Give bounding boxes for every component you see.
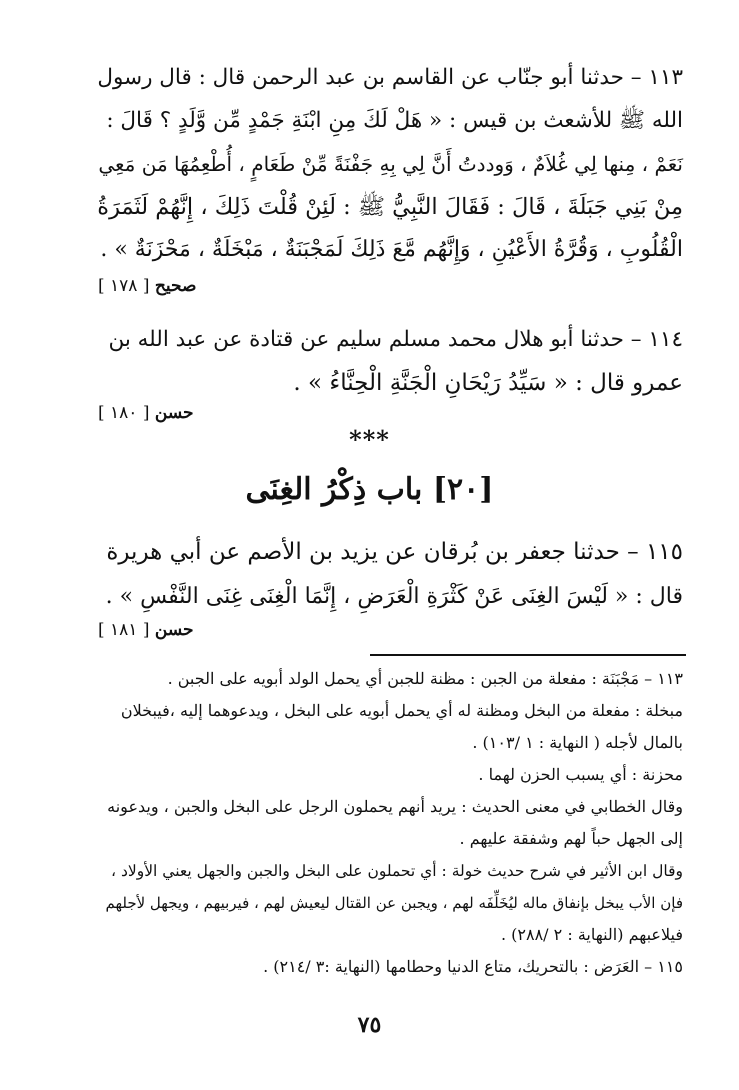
grade-label: حسن xyxy=(154,403,194,423)
footnote-line-1: ١١٣ – مَجْبَنَة : مفعلة من الجبن : مظنة للجبن أي يحمل الولد أبويه على الجبن . xyxy=(167,669,683,688)
section-separator: *** xyxy=(349,425,390,454)
footnote-line-5: وقال الخطابي في معنى الحديث : يريد أنهم يحملون الرجل على البخل والجبن ، ويدعونه xyxy=(107,797,683,816)
page-number: ٧٥ xyxy=(357,1012,382,1038)
hadith-114-line-1: ١١٤ – حدثنا أبو هلال محمد مسلم سليم عن قتادة عن عبد الله بن xyxy=(108,327,683,352)
grade-reference: [ ١٧٨ ] xyxy=(98,276,150,296)
hadith-114-grade xyxy=(98,400,683,426)
chapter-heading: [٢٠] باب ذِكْرُ الغِنَى xyxy=(245,472,494,507)
hadith-113-line-3: نَعَمْ ، مِنها لِي غُلاَمٌ ، وَوددتُ أَنَّ لِي بِهِ جَفْنَةً مِّنْ طَعَامٍ ، أُطْعِمُهَا مَن مَعِي xyxy=(98,152,683,176)
footnote-divider xyxy=(370,654,686,656)
hadith-113-grade xyxy=(98,273,683,299)
footnote-line-3: بالمال لأجله ( النهاية : ١ /١٠٣) . xyxy=(472,733,683,752)
footnote-line-7: وقال ابن الأثير في شرح حديث خولة : أي تحملون على البخل والجبن والجهل يعني الأولاد ، xyxy=(111,862,683,880)
grade-label: صحيح xyxy=(154,276,197,296)
footnote-line-8: فإن الأب يبخل بإنفاق ماله ليُخَلِّفَه لهم ، ويجبن عن القتال ليعيش لهم ، فيربيهم ، ويجهل لأجلهم xyxy=(105,894,683,912)
hadith-115-line-2: قال : « لَيْسَ الغِنَى عَنْ كَثْرَةِ الْعَرَضِ ، إِنَّمَا الْغِنَى غِنَى النَّفْسِ » . xyxy=(105,584,683,609)
grade-label: حسن xyxy=(154,620,194,640)
grade-reference: [ ١٨٠ ] xyxy=(98,403,150,423)
footnote-line-2: مبخلة : مفعلة من البخل ومظنة له أي يحمل أبويه على البخل ، ويدعوهما إليه ،فيبخلان xyxy=(120,701,683,720)
hadith-114-line-2: عمرو قال : « سَيِّدُ رَيْحَانِ الْجَنَّةِ الْحِنَّاءُ » . xyxy=(293,370,683,396)
hadith-113-line-2: الله ﷺ للأشعث بن قيس : « هَلْ لَكَ مِنِ ابْنَةِ جَمْدٍ مِّن وَّلَدٍ ؟ قَالَ : xyxy=(106,108,683,133)
footnote-line-10: ١١٥ – العَرَض : بالتحريك، متاع الدنيا وحطامها (النهاية :٣ /٢١٤) . xyxy=(263,957,683,976)
hadith-113-line-5: الْقُلُوبِ ، وَقُرَّةُ الأَعْيُنِ ، وَإِنَّهُم مَّعَ ذَلِكَ لَمَجْبَنَةٌ ، مَبْخَلَةٌ ، مَحْزَنَةٌ » . xyxy=(100,237,683,262)
hadith-115-grade xyxy=(98,617,683,643)
footnote-line-6: إلى الجهل حباً لهم وشفقة عليهم . xyxy=(459,829,683,848)
grade-reference: [ ١٨١ ] xyxy=(98,620,150,640)
hadith-115-line-1: ١١٥ – حدثنا جعفر بن بُرقان عن يزيد بن الأصم عن أبي هريرة xyxy=(106,539,683,565)
footnote-line-9: فيلاعبهم (النهاية : ٢ /٢٨٨) . xyxy=(500,925,683,944)
hadith-113-line-1: ١١٣ – حدثنا أبو جنّاب عن القاسم بن عبد الرحمن قال : قال رسول xyxy=(97,65,683,90)
footnote-line-4: محزنة : أي يسبب الحزن لهما . xyxy=(478,765,683,784)
hadith-113-line-4: مِنْ بَنِي جَبَلَةَ ، قَالَ : فَقَالَ النَّبِيُّ ﷺ : لَئِنْ قُلْتَ ذَلِكَ ، إِنَّهُمْ لَثَمَرَةُ xyxy=(97,194,683,220)
